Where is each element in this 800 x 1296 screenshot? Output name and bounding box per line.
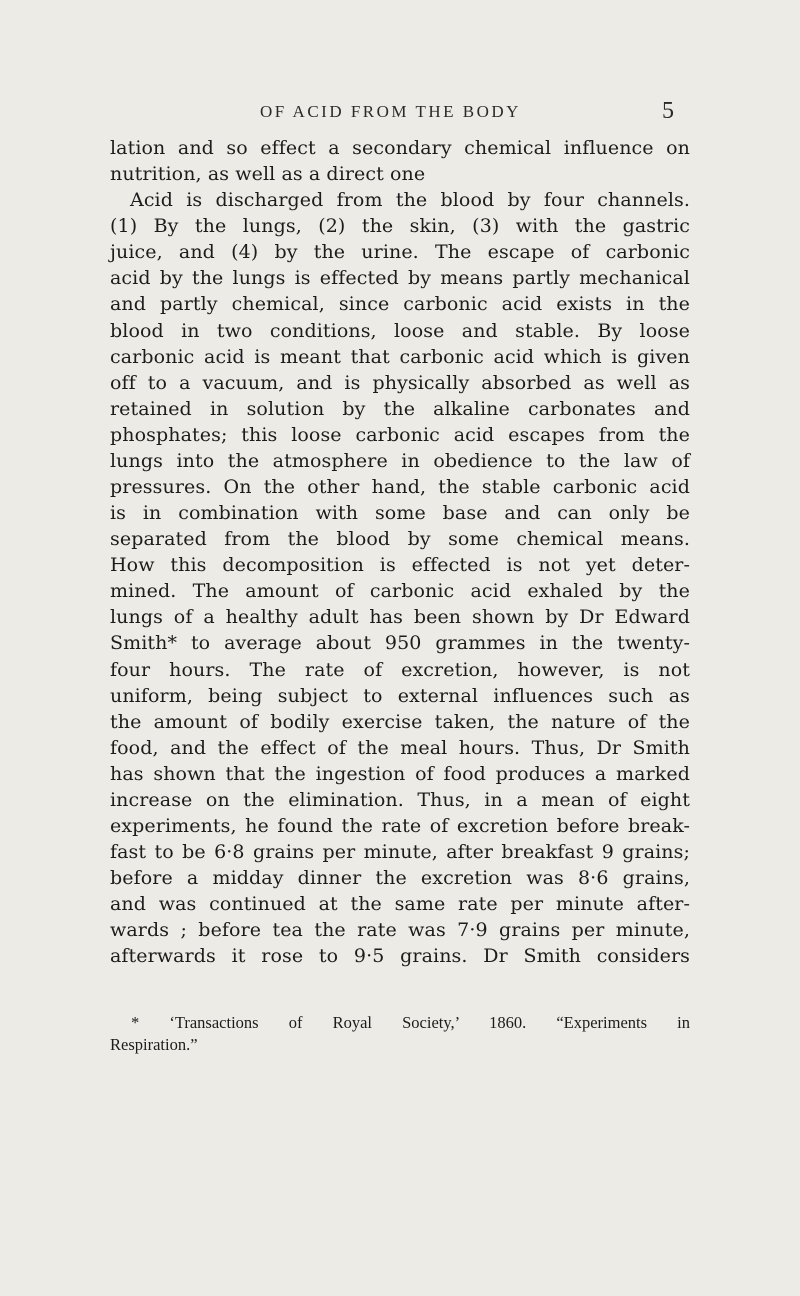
text-line: before a midday dinner the excretion was 8·6 grains, (110, 867, 690, 890)
text-line: and was continued at the same rate per minute after- (110, 893, 690, 916)
text-line: carbonic acid is meant that carbonic acid which is given (110, 345, 690, 368)
text-line: (1) By the lungs, (2) the skin, (3) with the gastric (110, 215, 690, 238)
text-line: Acid is discharged from the blood by four channels. (130, 189, 690, 212)
text-line: lungs into the atmosphere in obedience to the law of (110, 449, 690, 472)
page-number: 5 (662, 98, 674, 124)
text-line: acid by the lungs is effected by means partly mechanical (110, 267, 690, 290)
text-line: food, and the effect of the meal hours. Thus, Dr Smith (110, 736, 690, 759)
text-line: afterwards it rose to 9·5 grains. Dr Smith considers (110, 945, 690, 968)
running-head-title: OF ACID FROM THE BODY (260, 102, 521, 121)
text-line: blood in two conditions, loose and stable. By loose (110, 319, 690, 342)
text-line: is in combination with some base and can only be (110, 502, 690, 525)
text-line: Smith* to average about 950 grammes in the twenty- (110, 632, 690, 655)
text-line: lation and so effect a secondary chemical influence on (110, 137, 690, 159)
text-line: lungs of a healthy adult has been shown by Dr Edward (110, 606, 690, 629)
text-line: and partly chemical, since carbonic acid exists in the (110, 293, 690, 316)
footnote-line: Respiration.” (110, 1035, 198, 1054)
text-line: has shown that the ingestion of food produces a marked (110, 762, 690, 785)
text-line: the amount of bodily exercise taken, the nature of the (110, 710, 690, 733)
text-line: mined. The amount of carbonic acid exhaled by the (110, 580, 690, 603)
text-line: juice, and (4) by the urine. The escape of carbonic (110, 241, 690, 264)
text-line: four hours. The rate of excretion, however, is not (110, 658, 690, 681)
text-line: increase on the elimination. Thus, in a mean of eight (110, 788, 690, 811)
running-head (110, 100, 674, 130)
body-text (110, 135, 690, 970)
text-line: wards ; before tea the rate was 7·9 grains per minute, (110, 919, 690, 942)
text-line: retained in solution by the alkaline carbonates and (110, 397, 690, 420)
footnote-line: * ‘Transactions of Royal Society,’ 1860. “Experiments in (131, 1013, 690, 1032)
text-line: pressures. On the other hand, the stable carbonic acid (110, 476, 690, 499)
footnote (110, 1012, 690, 1056)
text-line: How this decomposition is effected is not yet deter- (110, 554, 690, 577)
text-line: separated from the blood by some chemical means. (110, 528, 690, 551)
text-line: fast to be 6·8 grains per minute, after breakfast 9 grains; (110, 841, 690, 864)
text-line: phosphates; this loose carbonic acid escapes from the (110, 423, 690, 446)
text-line: uniform, being subject to external influences such as (110, 684, 690, 707)
text-line: nutrition, as well as a direct one (110, 163, 426, 186)
text-line: off to a vacuum, and is physically absorbed as well as (110, 371, 690, 394)
text-line: experiments, he found the rate of excretion before break- (110, 815, 690, 838)
